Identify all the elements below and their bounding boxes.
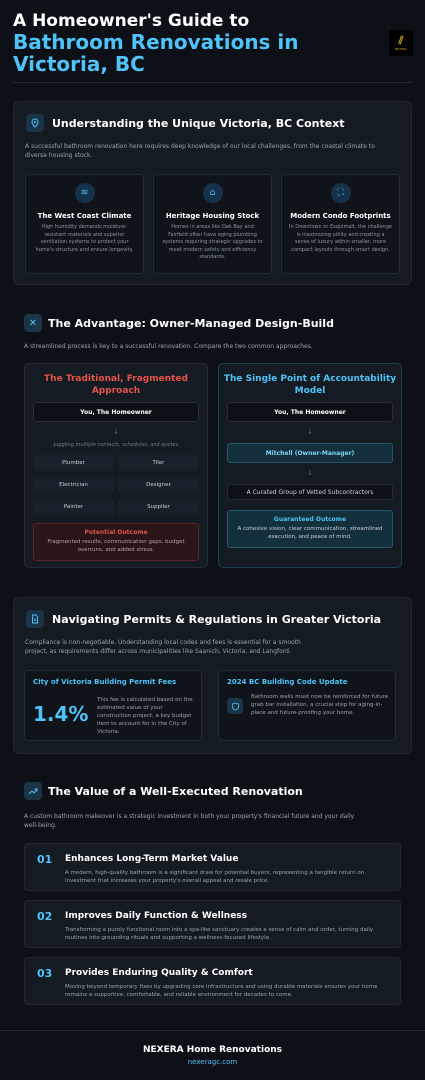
trade-chip: Designer (118, 477, 199, 493)
value-item-number: 01 (37, 853, 53, 866)
outcome-title: Potential Outcome (84, 529, 148, 536)
context-card-climate (25, 174, 144, 274)
traditional-title-line1: The Traditional, Fragmented (44, 374, 188, 384)
brand-logo (389, 30, 413, 56)
value-item-desc: A modern, high-quality bathroom is a significant draw for potential buyers, representing a tangible return on investment that increases your property's overall appeal and resale price. (65, 870, 365, 884)
section-title: Navigating Permits & Regulations in Greater Victoria (52, 613, 382, 626)
arrow-down-icon: ↓ (307, 428, 313, 436)
value-item-title: Provides Enduring Quality & Comfort (65, 968, 253, 978)
page-title-line1: A Homeowner's Guide to (13, 11, 250, 31)
homeowner-box: You, The Homeowner (33, 402, 199, 422)
document-icon (26, 610, 44, 628)
outcome-desc: Fragmented results, communication gaps, budget overruns, and added stress. (47, 539, 185, 553)
arrow-down-icon: ↓ (307, 469, 313, 477)
section-title: Understanding the Unique Victoria, BC Context (52, 117, 345, 130)
potential-outcome-box (33, 523, 199, 561)
value-item-number: 02 (37, 910, 53, 923)
trade-chip: Tiler (118, 455, 199, 471)
value-title: The Value of a Well-Executed Renovation (48, 785, 303, 798)
code-title: 2024 BC Building Code Update (227, 678, 348, 686)
context-card-title: The West Coast Climate (37, 212, 132, 220)
wind-icon: ≋ (75, 183, 95, 203)
context-section (13, 101, 412, 285)
header-divider (13, 82, 412, 83)
value-item-number: 03 (37, 967, 53, 980)
value-item (24, 900, 401, 948)
trades-grid (33, 455, 199, 515)
page-title-line3: Victoria, BC (13, 52, 145, 76)
permit-fee-card (24, 670, 202, 741)
traditional-title-line2: Approach (91, 386, 141, 396)
section-desc: Compliance is non-negotiable. Understanding local codes and fees is essential for a smooth project, as requirements differ across municipalities like Saanich, Victoria, and Langford. (25, 639, 301, 655)
house-icon: ⌂ (203, 183, 223, 203)
advantage-desc: A streamlined process is key to a successful renovation. Compare the two common approaches. (24, 343, 313, 350)
page-title-line2: Bathroom Renovations in (13, 30, 299, 54)
fee-title: City of Victoria Building Permit Fees (33, 678, 177, 686)
logo-mark-icon: ⫽ (398, 34, 404, 47)
cross-icon: ✕ (24, 314, 42, 332)
trend-up-icon (24, 782, 42, 800)
subcontractors-box: A Curated Group of Vetted Subcontractors (227, 484, 393, 500)
context-card-desc: In Downtown or Esquimalt, the challenge is maximizing utility and creating a sense of luxury within smaller, more compact layouts through smart design. (289, 224, 392, 253)
guaranteed-outcome-box (227, 510, 393, 548)
location-pin-icon (26, 114, 44, 132)
context-card-condo (281, 174, 400, 274)
footer-url-link[interactable]: nexeragc.com (187, 1058, 238, 1066)
single-point-column (218, 363, 402, 568)
homeowner-box: You, The Homeowner (227, 402, 393, 422)
value-item (24, 957, 401, 1005)
context-card-title: Modern Condo Footprints (290, 212, 391, 220)
traditional-approach-column (24, 363, 208, 568)
outcome-title: Guaranteed Outcome (273, 516, 347, 523)
logo-text: NEXERA (394, 47, 408, 51)
trade-chip: Plumber (33, 455, 114, 471)
footer-divider (0, 1030, 425, 1031)
context-card-desc: Homes in areas like Oak Bay and Fairfield often have aging plumbing systems requiring strategic upgrades to meet modern safety and efficiency standards. (162, 224, 263, 260)
trade-chip: Supplier (118, 499, 199, 515)
code-desc: Bathroom walls must now be reinforced for future grab bar installation, a crucial step for aging-in-place and future-proofing your home. (251, 694, 389, 716)
value-item-desc: Transforming a purely functional room into a spa-like sanctuary creates a sense of calm and order, turning daily routines into grounding rituals and supporting a wellness-focused lifestyle. (65, 927, 374, 941)
trade-chip: Painter (33, 499, 114, 515)
outcome-desc: A cohesive vision, clear communication, streamlined execution, and peace of mind. (237, 526, 383, 540)
page-header (13, 12, 413, 75)
value-item (24, 843, 401, 891)
single-point-title-line1: The Single Point of Accountability (223, 374, 397, 384)
value-desc: A custom bathroom makeover is a strategic investment in both your property's financial future and your daily well-being. (24, 813, 355, 829)
trade-chip: Electrician (33, 477, 114, 493)
context-card-desc: High humidity demands moisture-resistant materials and superior ventilation systems to protect your home's structure and ensure longevity. (35, 224, 134, 253)
arrow-down-icon: ↓ (113, 428, 119, 436)
fee-desc: This fee is calculated based on the estimated value of your construction project, a key budget item to account for in the City of Victoria. (97, 697, 193, 735)
shield-icon (227, 698, 243, 714)
section-desc: A successful bathroom renovation here requires deep knowledge of our local challenges, from the coastal climate to diverse housing stock. (25, 143, 375, 159)
building-code-card (218, 670, 396, 741)
expand-icon: ⛶ (331, 183, 351, 203)
juggling-note: Juggling multiple contacts, schedules, and quotes (53, 442, 179, 448)
fee-value: 1.4% (33, 702, 89, 726)
value-item-title: Improves Daily Function & Wellness (65, 911, 248, 921)
footer-company-name: NEXERA Home Renovations (142, 1045, 283, 1055)
value-item-title: Enhances Long-Term Market Value (65, 854, 239, 864)
context-card-heritage (153, 174, 272, 274)
advantage-title: The Advantage: Owner-Managed Design-Build (48, 317, 334, 330)
value-item-desc: Moving beyond temporary fixes by upgrading core infrastructure and using durable materials ensures your home remains a supportive, comfortable, and reliable environment for decades to come. (65, 984, 378, 998)
context-card-title: Heritage Housing Stock (165, 212, 260, 220)
owner-manager-box: Mitchell (Owner-Manager) (227, 443, 393, 463)
single-point-title-line2: Model (294, 386, 326, 396)
